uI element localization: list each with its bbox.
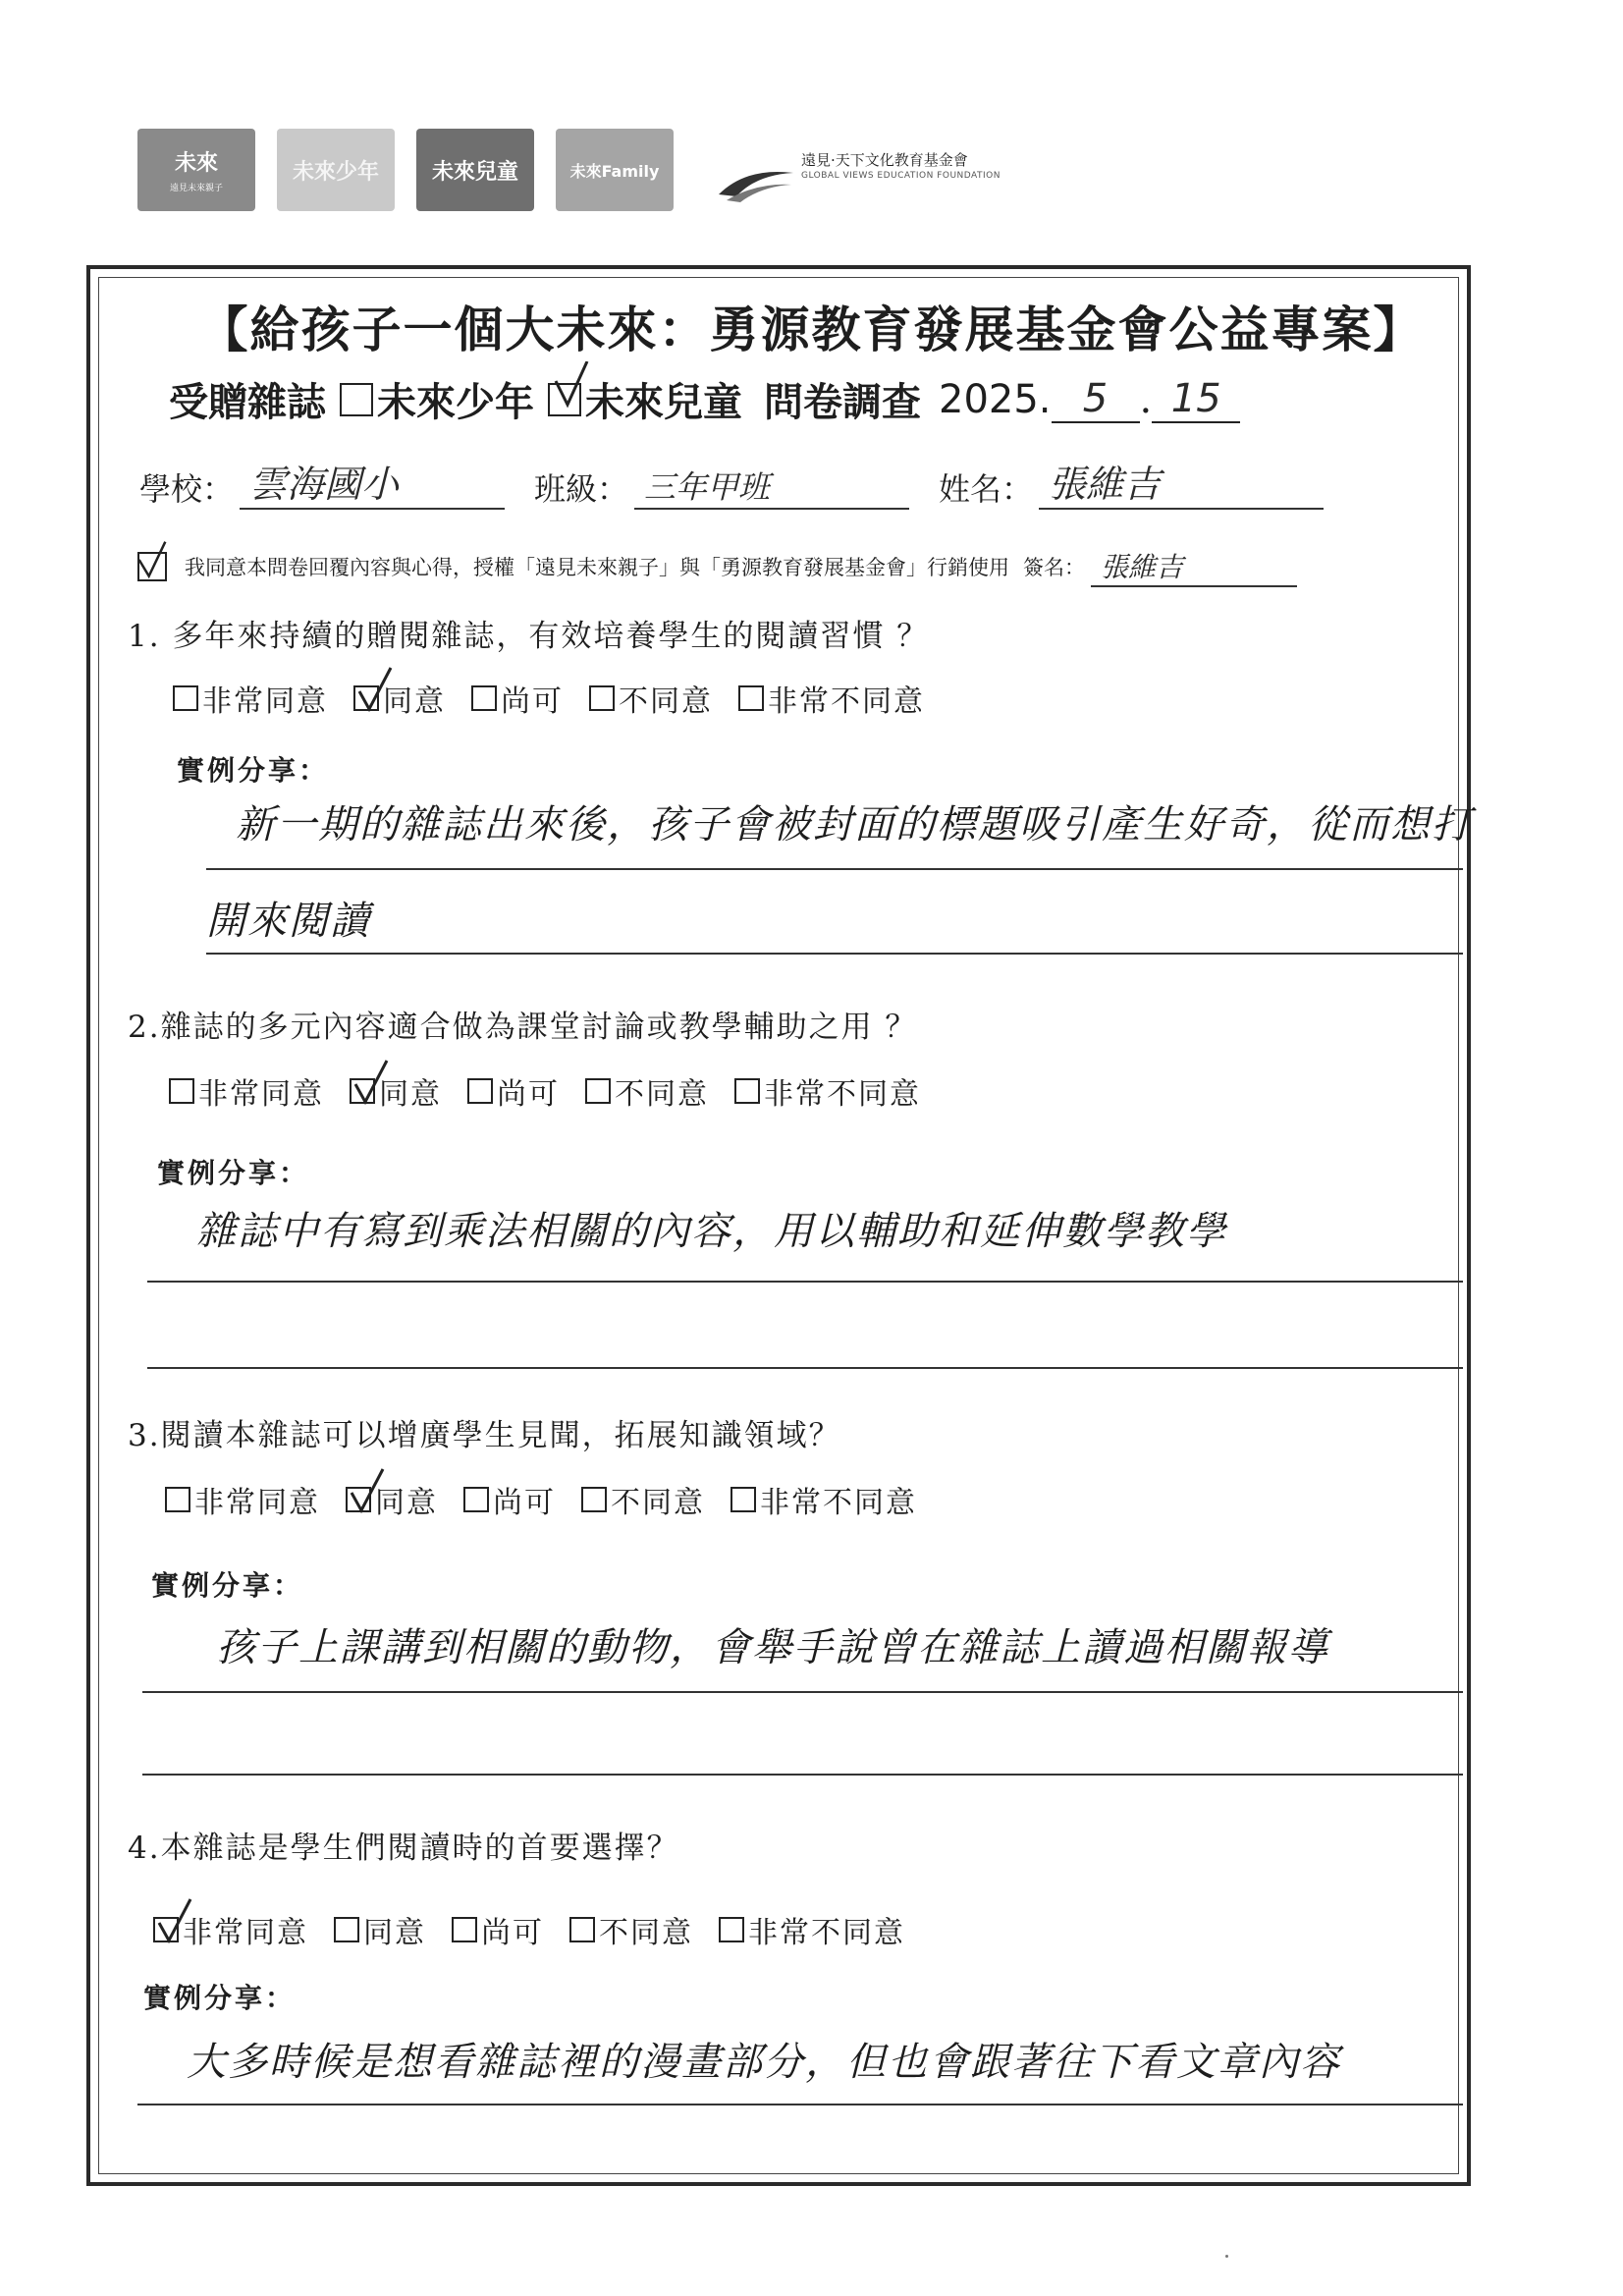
logo-weilai: 未來 遠見未來親子 — [137, 129, 255, 211]
question-text: 2.雜誌的多元內容適合做為課堂討論或教學輔助之用 ？ — [128, 1010, 918, 1045]
option-label: 尚可 — [497, 1077, 560, 1112]
question-2-options — [169, 1069, 1463, 1113]
option-item[interactable] — [334, 1908, 426, 1951]
logo-weilai-ertong: 未來兒童 — [416, 129, 534, 211]
foundation-logo — [717, 147, 1031, 216]
option-checkbox[interactable] — [173, 685, 198, 711]
class-field[interactable]: 三年甲班 — [634, 463, 909, 510]
checkbox-weilai-shaonian[interactable] — [340, 383, 373, 416]
option-item[interactable] — [471, 677, 564, 720]
question-text: 4.本雜誌是學生們閱讀時的首要選擇？ — [128, 1831, 679, 1866]
consent-text: 我同意本問卷回覆內容與心得，授權「遠見未來親子」與「勇源教育發展基金會」行銷使用 — [185, 556, 1009, 579]
consent-checkbox[interactable] — [137, 552, 167, 581]
name-label: 姓名： — [939, 470, 1034, 508]
option-checkbox[interactable] — [734, 1078, 760, 1104]
option-checkbox[interactable] — [169, 1078, 194, 1104]
consent-line — [137, 546, 1297, 587]
checkmark-icon — [137, 540, 167, 579]
option-checkbox[interactable] — [350, 1078, 375, 1104]
option-checkbox[interactable] — [452, 1917, 477, 1942]
survey-month: 5 — [1052, 376, 1140, 423]
option-item[interactable] — [467, 1069, 560, 1113]
answer-1-line-1[interactable]: 新一期的雜誌出來後，孩子會被封面的標題吸引產生好奇，從而想打 — [236, 802, 1473, 847]
option-label: 尚可 — [493, 1486, 556, 1520]
option-checkbox[interactable] — [719, 1917, 744, 1942]
option-label: 非常同意 — [202, 684, 328, 719]
option-item[interactable] — [589, 677, 713, 720]
option-checkbox[interactable] — [463, 1487, 489, 1512]
foundation-name-en: GLOBAL VIEWS EDUCATION FOUNDATION — [801, 171, 1001, 181]
survey-label: 問卷調查 — [764, 379, 921, 425]
question-3-options — [165, 1478, 1463, 1521]
question-3 — [128, 1410, 1463, 1604]
option-label: 不同意 — [599, 1916, 693, 1950]
option-label: 不同意 — [615, 1077, 709, 1112]
answer-line — [137, 2104, 1463, 2105]
option-item[interactable] — [452, 1908, 544, 1951]
option-checkbox[interactable] — [467, 1078, 493, 1104]
scan-speck — [1225, 2255, 1228, 2258]
option-checkbox[interactable] — [346, 1487, 371, 1512]
option-item[interactable] — [581, 1478, 705, 1521]
option-label: 非常不同意 — [768, 684, 925, 719]
option-item[interactable] — [463, 1478, 556, 1521]
student-info — [139, 454, 1353, 510]
question-4-options — [153, 1908, 1463, 1951]
option-checkbox[interactable] — [589, 685, 615, 711]
answer-line — [147, 1367, 1463, 1369]
checkmark-icon — [157, 1897, 192, 1944]
question-4 — [128, 1823, 1463, 2016]
option-item[interactable] — [569, 1908, 693, 1951]
option-label: 非常同意 — [194, 1486, 320, 1520]
example-label: 實例分享： — [157, 1157, 310, 1189]
option-item[interactable] — [165, 1478, 320, 1521]
magazine-label: 受贈雜誌 — [169, 379, 326, 425]
option-label: 尚可 — [481, 1916, 544, 1950]
answer-1-line-2[interactable]: 開來閱讀 — [206, 899, 371, 944]
option-item[interactable] — [346, 1478, 438, 1521]
answer-line — [142, 1774, 1463, 1776]
question-1 — [128, 611, 1463, 789]
checkbox-weilai-ertong[interactable] — [548, 383, 581, 416]
option-label: 同意 — [363, 1916, 426, 1950]
option-checkbox[interactable] — [730, 1487, 756, 1512]
foundation-name: 遠見·天下文化教育基金會 — [801, 151, 968, 169]
option-label: 非常同意 — [198, 1077, 324, 1112]
answer-2-line-1[interactable]: 雜誌中有寫到乘法相關的內容，用以輔助和延伸數學教學 — [196, 1209, 1227, 1254]
option-checkbox[interactable] — [165, 1487, 190, 1512]
option-item[interactable] — [173, 677, 328, 720]
survey-year: 2025. — [939, 376, 1052, 422]
option-item[interactable] — [734, 1069, 921, 1113]
option-checkbox[interactable] — [738, 685, 764, 711]
option-label: 非常不同意 — [748, 1916, 905, 1950]
logo-weilai-family: 未來Family — [556, 129, 674, 211]
foundation-swoosh-icon — [717, 165, 795, 204]
checkmark-icon — [350, 1467, 385, 1514]
option-checkbox[interactable] — [153, 1917, 179, 1942]
example-label: 實例分享： — [177, 754, 330, 787]
class-label: 班級： — [534, 470, 629, 508]
question-1-options — [173, 677, 1463, 720]
form-title: 【給孩子一個大未來：勇源教育發展基金會公益專案】 — [198, 301, 1425, 358]
answer-line — [206, 868, 1463, 870]
checkmark-icon — [554, 361, 589, 409]
option-item[interactable] — [730, 1478, 917, 1521]
option-item[interactable] — [738, 677, 925, 720]
answer-line — [147, 1281, 1463, 1283]
option-label: 同意 — [379, 1077, 442, 1112]
magazine-option-2: 未來兒童 — [585, 379, 742, 425]
name-field[interactable]: 張維吉 — [1039, 454, 1324, 510]
checkmark-icon — [357, 666, 393, 713]
partner-logos — [137, 126, 674, 214]
question-text: 3.閱讀本雜誌可以增廣學生見聞，拓展知識領域？ — [128, 1418, 841, 1453]
option-checkbox[interactable] — [334, 1917, 359, 1942]
option-checkbox[interactable] — [569, 1917, 595, 1942]
option-item[interactable] — [585, 1069, 709, 1113]
option-item[interactable] — [719, 1908, 905, 1951]
option-label: 不同意 — [619, 684, 713, 719]
option-label: 非常不同意 — [764, 1077, 921, 1112]
option-checkbox[interactable] — [581, 1487, 607, 1512]
option-label: 尚可 — [501, 684, 564, 719]
option-label: 同意 — [383, 684, 446, 719]
option-label: 非常不同意 — [760, 1486, 917, 1520]
magazine-option-1: 未來少年 — [377, 379, 534, 425]
logo-weilai-shaonian: 未來少年 — [277, 129, 395, 211]
option-item[interactable] — [153, 1908, 308, 1951]
option-label: 不同意 — [611, 1486, 705, 1520]
consent-signature[interactable]: 張維吉 — [1091, 546, 1297, 587]
option-label: 同意 — [375, 1486, 438, 1520]
survey-day: 15 — [1152, 376, 1240, 423]
answer-4-line-1[interactable]: 大多時候是想看雜誌裡的漫畫部分，但也會跟著往下看文章內容 — [187, 2040, 1341, 2085]
option-item[interactable] — [169, 1069, 324, 1113]
option-item[interactable] — [353, 677, 446, 720]
option-checkbox[interactable] — [585, 1078, 611, 1104]
option-label: 非常同意 — [183, 1916, 308, 1950]
magazine-line — [169, 371, 1240, 427]
option-item[interactable] — [350, 1069, 442, 1113]
example-label: 實例分享： — [151, 1569, 304, 1602]
school-field[interactable]: 雲海國小 — [240, 454, 505, 510]
date-separator: . — [1139, 376, 1153, 422]
answer-line — [142, 1691, 1463, 1693]
answer-3-line-1[interactable]: 孩子上課講到相關的動物，會舉手說曾在雜誌上讀過相關報導 — [216, 1625, 1329, 1670]
sign-label: 簽名： — [1023, 556, 1085, 579]
school-label: 學校： — [139, 470, 235, 508]
option-checkbox[interactable] — [353, 685, 379, 711]
question-text: 1. 多年來持續的贈閱雜誌，有效培養學生的閱讀習慣 ？ — [128, 619, 930, 654]
question-2 — [128, 1002, 1463, 1191]
checkmark-icon — [353, 1059, 389, 1106]
option-checkbox[interactable] — [471, 685, 497, 711]
example-label: 實例分享： — [143, 1982, 297, 2014]
answer-line — [206, 953, 1463, 955]
